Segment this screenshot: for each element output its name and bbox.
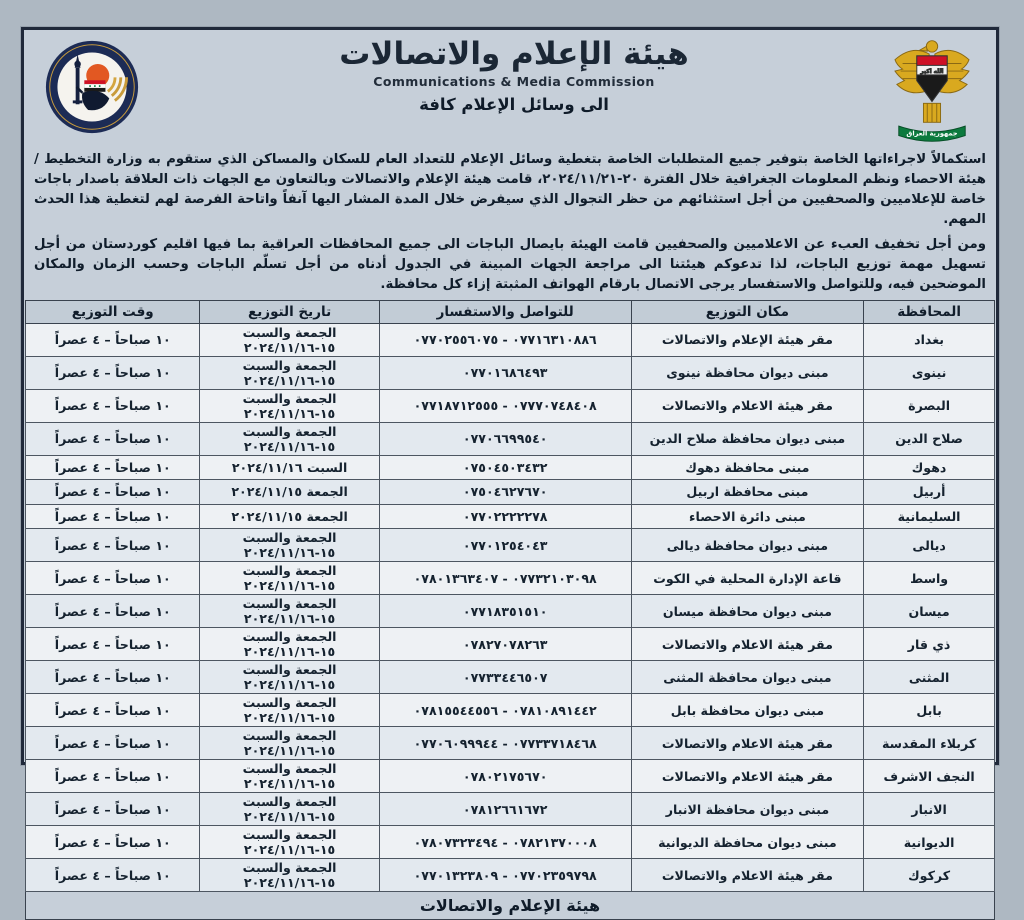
cell-contact: ٠٧٧٠٢٣٥٩٧٩٨ - ٠٧٧٠١٣٢٣٨٠٩: [379, 859, 631, 892]
cell-location: مقر هيئة الاعلام والاتصالات: [631, 389, 864, 422]
footer-row: [26, 892, 995, 920]
cell-location: مبنى ديوان محافظة الانبار: [631, 793, 864, 826]
cell-contact: ٠٧٧٠٦٦٩٩٥٤٠: [379, 422, 631, 455]
table-row: [26, 529, 995, 562]
cell-contact: ٠٧٥٠٤٥٠٣٤٣٢: [379, 455, 631, 480]
table-row: [26, 661, 995, 694]
cell-date: الجمعة والسبت ١٥-٢٠٢٤/١١/١٦: [200, 826, 379, 859]
paragraph-2: ومن أجل تخفيف العبء عن الاعلاميين والصحفيين قامت الهيئة بايصال الباجات الى جميع المحافظات العراقية بما فيها اقليم كوردستان من أجل تسهيل مهمة توزيع الباجات، لذا تدعوكم هيئتنا الى مراجعة الجهات المبينة في الجدول أدناه من أجل تسلّم الباجات وحسب الزمان والمكان الموضحين فيه، وللتواصل والاستفسار يرجى الاتصال بارقام الهواتف المثبتة إزاء كل محافظة.: [34, 236, 986, 292]
cell-date: الجمعة والسبت ١٥-٢٠٢٤/١١/١٦: [200, 661, 379, 694]
cell-governorate: الانبار: [864, 793, 995, 826]
col-header-location: مكان التوزيع: [631, 300, 864, 323]
cell-location: مبنى ديوان محافظة المثنى: [631, 661, 864, 694]
cell-contact: ٠٧٨٢١٣٧٠٠٠٨ - ٠٧٨٠٧٣٢٣٤٩٤: [379, 826, 631, 859]
cell-contact: ٠٧٧٣٣٧١٨٤٦٨ - ٠٧٧٠٦٠٩٩٩٤٤: [379, 727, 631, 760]
cell-date: الجمعة والسبت ١٥-٢٠٢٤/١١/١٦: [200, 859, 379, 892]
cell-location: مقر هيئة الإعلام والاتصالات: [631, 323, 864, 356]
table-row: [26, 826, 995, 859]
header-center: [146, 35, 882, 114]
cell-time: ١٠ صباحاً – ٤ عصراً: [26, 793, 200, 826]
cell-date: الجمعة والسبت ١٥-٢٠٢٤/١١/١٦: [200, 628, 379, 661]
cell-date: الجمعة والسبت ١٥-٢٠٢٤/١١/١٦: [200, 356, 379, 389]
document-title: الى وسائل الإعلام كافة: [419, 94, 609, 114]
footer-signature: هيئة الإعلام والاتصالات: [26, 892, 995, 920]
table-row: [26, 628, 995, 661]
emblem-banner-text: جمهورية العراق: [906, 129, 958, 138]
cell-date: الجمعة والسبت ١٥-٢٠٢٤/١١/١٦: [200, 595, 379, 628]
cell-location: مقر هيئة الاعلام والاتصالات: [631, 859, 864, 892]
cell-location: مبنى ديوان محافظة بابل: [631, 694, 864, 727]
cell-contact: ٠٧٨٠٢١٧٥٦٧٠: [379, 760, 631, 793]
table-row: [26, 389, 995, 422]
cell-time: ١٠ صباحاً – ٤ عصراً: [26, 529, 200, 562]
cell-time: ١٠ صباحاً – ٤ عصراً: [26, 595, 200, 628]
cell-location: مبنى ديوان محافظة صلاح الدين: [631, 422, 864, 455]
cell-time: ١٠ صباحاً – ٤ عصراً: [26, 562, 200, 595]
cmc-logo: [38, 35, 146, 135]
cmc-seal-icon: [44, 39, 140, 135]
cell-governorate: السليمانية: [864, 504, 995, 529]
cell-time: ١٠ صباحاً – ٤ عصراً: [26, 455, 200, 480]
cell-governorate: النجف الاشرف: [864, 760, 995, 793]
table-row: [26, 694, 995, 727]
col-header-governorate: المحافظة: [864, 300, 995, 323]
cell-date: الجمعة والسبت ١٥-٢٠٢٤/١١/١٦: [200, 793, 379, 826]
table-row: [26, 760, 995, 793]
table-row: [26, 480, 995, 505]
cell-time: ١٠ صباحاً – ٤ عصراً: [26, 826, 200, 859]
table-row: [26, 727, 995, 760]
cell-location: مبنى محافظة دهوك: [631, 455, 864, 480]
cell-date: الجمعة والسبت ١٥-٢٠٢٤/١١/١٦: [200, 389, 379, 422]
org-name-arabic: هيئة الإعلام والاتصالات: [339, 36, 689, 72]
table-row: [26, 323, 995, 356]
cell-location: مقر هيئة الاعلام والاتصالات: [631, 628, 864, 661]
col-header-contact: للتواصل والاستفسار: [379, 300, 631, 323]
cell-contact: ٠٧٧٧٠٧٤٨٤٠٨ - ٠٧٧١٨٧١٢٥٥٥: [379, 389, 631, 422]
cell-governorate: كركوك: [864, 859, 995, 892]
cell-location: مبنى محافظة اربيل: [631, 480, 864, 505]
paragraph-1: استكمالاً لاجراءاتها الخاصة بتوفير جميع المتطلبات الخاصة بتغطية وسائل الإعلام للتعداد العام للسكان والمساكن الذي ستقوم به وزارة التخطيط / هيئة الاحصاء ونظم المعلومات الجغرافية خلال الفترة ٢٠-٢٠٢٤/١١/٢١، قامت هيئة الإعلام والاتصالات وبالتعاون مع الجهات ذات العلاقة باصدار باجات خاصة للإعلاميين والصحفيين من أجل استثنائهم من حظر التجوال الذي سيفرض خلال المدة المشار اليها آنفاً واتاحة الفرصة لهم لتغطية هذا الحدث المهم.: [34, 152, 986, 227]
cell-date: الجمعة والسبت ١٥-٢٠٢٤/١١/١٦: [200, 694, 379, 727]
col-header-time: وقت التوزيع: [26, 300, 200, 323]
cell-date: السبت ٢٠٢٤/١١/١٦: [200, 455, 379, 480]
table-row: [26, 422, 995, 455]
cell-contact: ٠٧٧٣٣٤٤٦٥٠٧: [379, 661, 631, 694]
cell-contact: ٠٧٧٠٢٢٢٢٢٧٨: [379, 504, 631, 529]
cell-governorate: بابل: [864, 694, 995, 727]
cell-location: مبنى ديوان محافظة ميسان: [631, 595, 864, 628]
cell-governorate: نينوى: [864, 356, 995, 389]
cell-contact: ٠٧٧١٦٣١٠٨٨٦ - ٠٧٧٠٢٥٥٦٠٧٥: [379, 323, 631, 356]
cell-contact: ٠٧٨١٠٨٩١٤٤٢ - ٠٧٨١٥٥٤٤٥٥٦: [379, 694, 631, 727]
table-header-row: [26, 300, 995, 323]
cell-date: الجمعة والسبت ١٥-٢٠٢٤/١١/١٦: [200, 323, 379, 356]
letter-body: [24, 146, 996, 295]
cell-time: ١٠ صباحاً – ٤ عصراً: [26, 356, 200, 389]
document-header: [24, 30, 996, 146]
cell-governorate: المثنى: [864, 661, 995, 694]
eagle-emblem-icon: [888, 35, 976, 147]
iraq-coat-of-arms: [882, 35, 982, 147]
cell-contact: ٠٧٧٣٢١٠٣٠٩٨ - ٠٧٨٠١٣٦٣٤٠٧: [379, 562, 631, 595]
cell-location: مبنى ديوان محافظة ديالى: [631, 529, 864, 562]
cell-governorate: صلاح الدين: [864, 422, 995, 455]
cell-governorate: ميسان: [864, 595, 995, 628]
cell-governorate: أربيل: [864, 480, 995, 505]
distribution-table: [25, 300, 995, 920]
cell-date: الجمعة والسبت ١٥-٢٠٢٤/١١/١٦: [200, 422, 379, 455]
cell-contact: ٠٧٧٠١٦٨٦٤٩٣: [379, 356, 631, 389]
cell-date: الجمعة والسبت ١٥-٢٠٢٤/١١/١٦: [200, 562, 379, 595]
cell-time: ١٠ صباحاً – ٤ عصراً: [26, 389, 200, 422]
cell-date: الجمعة ٢٠٢٤/١١/١٥: [200, 480, 379, 505]
cell-location: مبنى ديوان محافظة نينوى: [631, 356, 864, 389]
table-row: [26, 859, 995, 892]
table-row: [26, 455, 995, 480]
cell-location: قاعة الإدارة المحلية في الكوت: [631, 562, 864, 595]
cell-time: ١٠ صباحاً – ٤ عصراً: [26, 727, 200, 760]
document: [21, 27, 999, 916]
table-row: [26, 562, 995, 595]
cell-governorate: واسط: [864, 562, 995, 595]
cell-contact: ٠٧٥٠٤٦٢٧٦٧٠: [379, 480, 631, 505]
cell-governorate: الديوانية: [864, 826, 995, 859]
cell-time: ١٠ صباحاً – ٤ عصراً: [26, 504, 200, 529]
cell-time: ١٠ صباحاً – ٤ عصراً: [26, 661, 200, 694]
cell-contact: ٠٧٨٢٧٠٧٨٢٦٣: [379, 628, 631, 661]
table-row: [26, 793, 995, 826]
cell-time: ١٠ صباحاً – ٤ عصراً: [26, 760, 200, 793]
cell-governorate: ديالى: [864, 529, 995, 562]
cell-contact: ٠٧٧١٨٣٥١٥١٠: [379, 595, 631, 628]
cell-time: ١٠ صباحاً – ٤ عصراً: [26, 422, 200, 455]
cell-location: مقر هيئة الاعلام والاتصالات: [631, 760, 864, 793]
cell-time: ١٠ صباحاً – ٤ عصراً: [26, 694, 200, 727]
cell-date: الجمعة والسبت ١٥-٢٠٢٤/١١/١٦: [200, 529, 379, 562]
table-row: [26, 595, 995, 628]
cell-time: ١٠ صباحاً – ٤ عصراً: [26, 859, 200, 892]
cell-governorate: البصرة: [864, 389, 995, 422]
cell-contact: ٠٧٧٠١٢٥٤٠٤٣: [379, 529, 631, 562]
cell-location: مقر هيئة الاعلام والاتصالات: [631, 727, 864, 760]
table-row: [26, 504, 995, 529]
cell-time: ١٠ صباحاً – ٤ عصراً: [26, 628, 200, 661]
cell-time: ١٠ صباحاً – ٤ عصراً: [26, 323, 200, 356]
org-name-english: Communications & Media Commission: [373, 73, 655, 89]
cell-date: الجمعة والسبت ١٥-٢٠٢٤/١١/١٦: [200, 727, 379, 760]
cell-governorate: ذي قار: [864, 628, 995, 661]
cell-governorate: دهوك: [864, 455, 995, 480]
cell-contact: ٠٧٨١٢٦٦١٦٧٢: [379, 793, 631, 826]
cell-governorate: كربلاء المقدسة: [864, 727, 995, 760]
shield-takbir-text: الله اكبر: [920, 68, 944, 75]
cell-governorate: بغداد: [864, 323, 995, 356]
cell-date: الجمعة والسبت ١٥-٢٠٢٤/١١/١٦: [200, 760, 379, 793]
cell-time: ١٠ صباحاً – ٤ عصراً: [26, 480, 200, 505]
cell-location: مبنى ديوان محافظة الديوانية: [631, 826, 864, 859]
col-header-date: تاريخ التوزيع: [200, 300, 379, 323]
cell-date: الجمعة ٢٠٢٤/١١/١٥: [200, 504, 379, 529]
cell-location: مبنى دائرة الاحصاء: [631, 504, 864, 529]
table-row: [26, 356, 995, 389]
